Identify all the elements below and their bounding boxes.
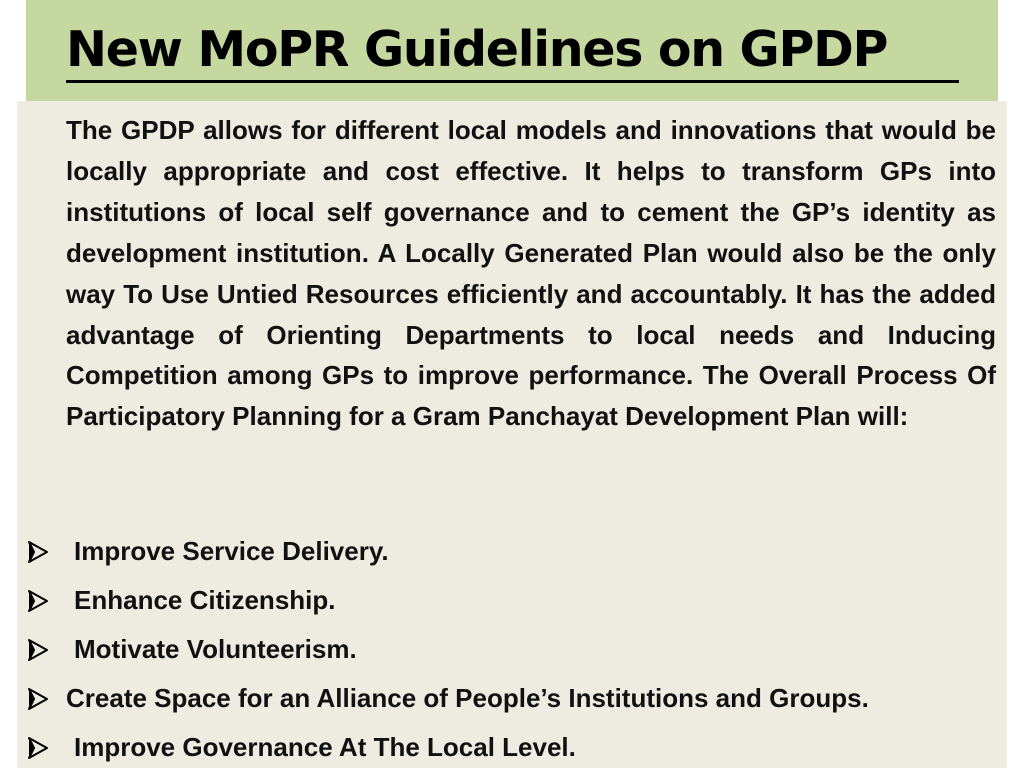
- title-underline: [66, 80, 959, 83]
- bullet-item: [26, 576, 1001, 625]
- bullet-text: Enhance Citizenship.: [74, 585, 336, 615]
- arrow-bullet-icon: [26, 736, 50, 760]
- arrow-bullet-icon: [26, 589, 50, 613]
- bullet-list: [26, 527, 1001, 768]
- bullet-item: [26, 723, 1001, 768]
- bullet-text: Improve Service Delivery.: [74, 536, 389, 566]
- slide-title: New MoPR Guidelines on GPDP: [66, 21, 888, 78]
- bullet-item: [26, 625, 1001, 674]
- arrow-bullet-icon: [26, 687, 50, 711]
- bullet-text: Improve Governance At The Local Level.: [74, 732, 576, 762]
- bullet-text: Motivate Volunteerism.: [74, 634, 357, 664]
- bullet-item: [26, 674, 1001, 723]
- intro-paragraph: The GPDP allows for different local models and innovations that would be locally appropriate and cost effective. It helps to transform GPs into institutions of local self governance and to cement the GP’s identity as development institution. A Locally Generated Plan would also be the only way To Use Untied Resources efficiently and accountably. It has the added advantage of Orienting Departments to local needs and Inducing Competition among GPs to improve performance. The Overall Process Of Participatory Planning for a Gram Panchayat Development Plan will:: [66, 115, 996, 432]
- bullet-item: [26, 527, 1001, 576]
- arrow-bullet-icon: [26, 638, 50, 662]
- arrow-bullet-icon: [26, 540, 50, 564]
- bullet-text: Create Space for an Alliance of People’s Institutions and Groups.: [66, 683, 869, 713]
